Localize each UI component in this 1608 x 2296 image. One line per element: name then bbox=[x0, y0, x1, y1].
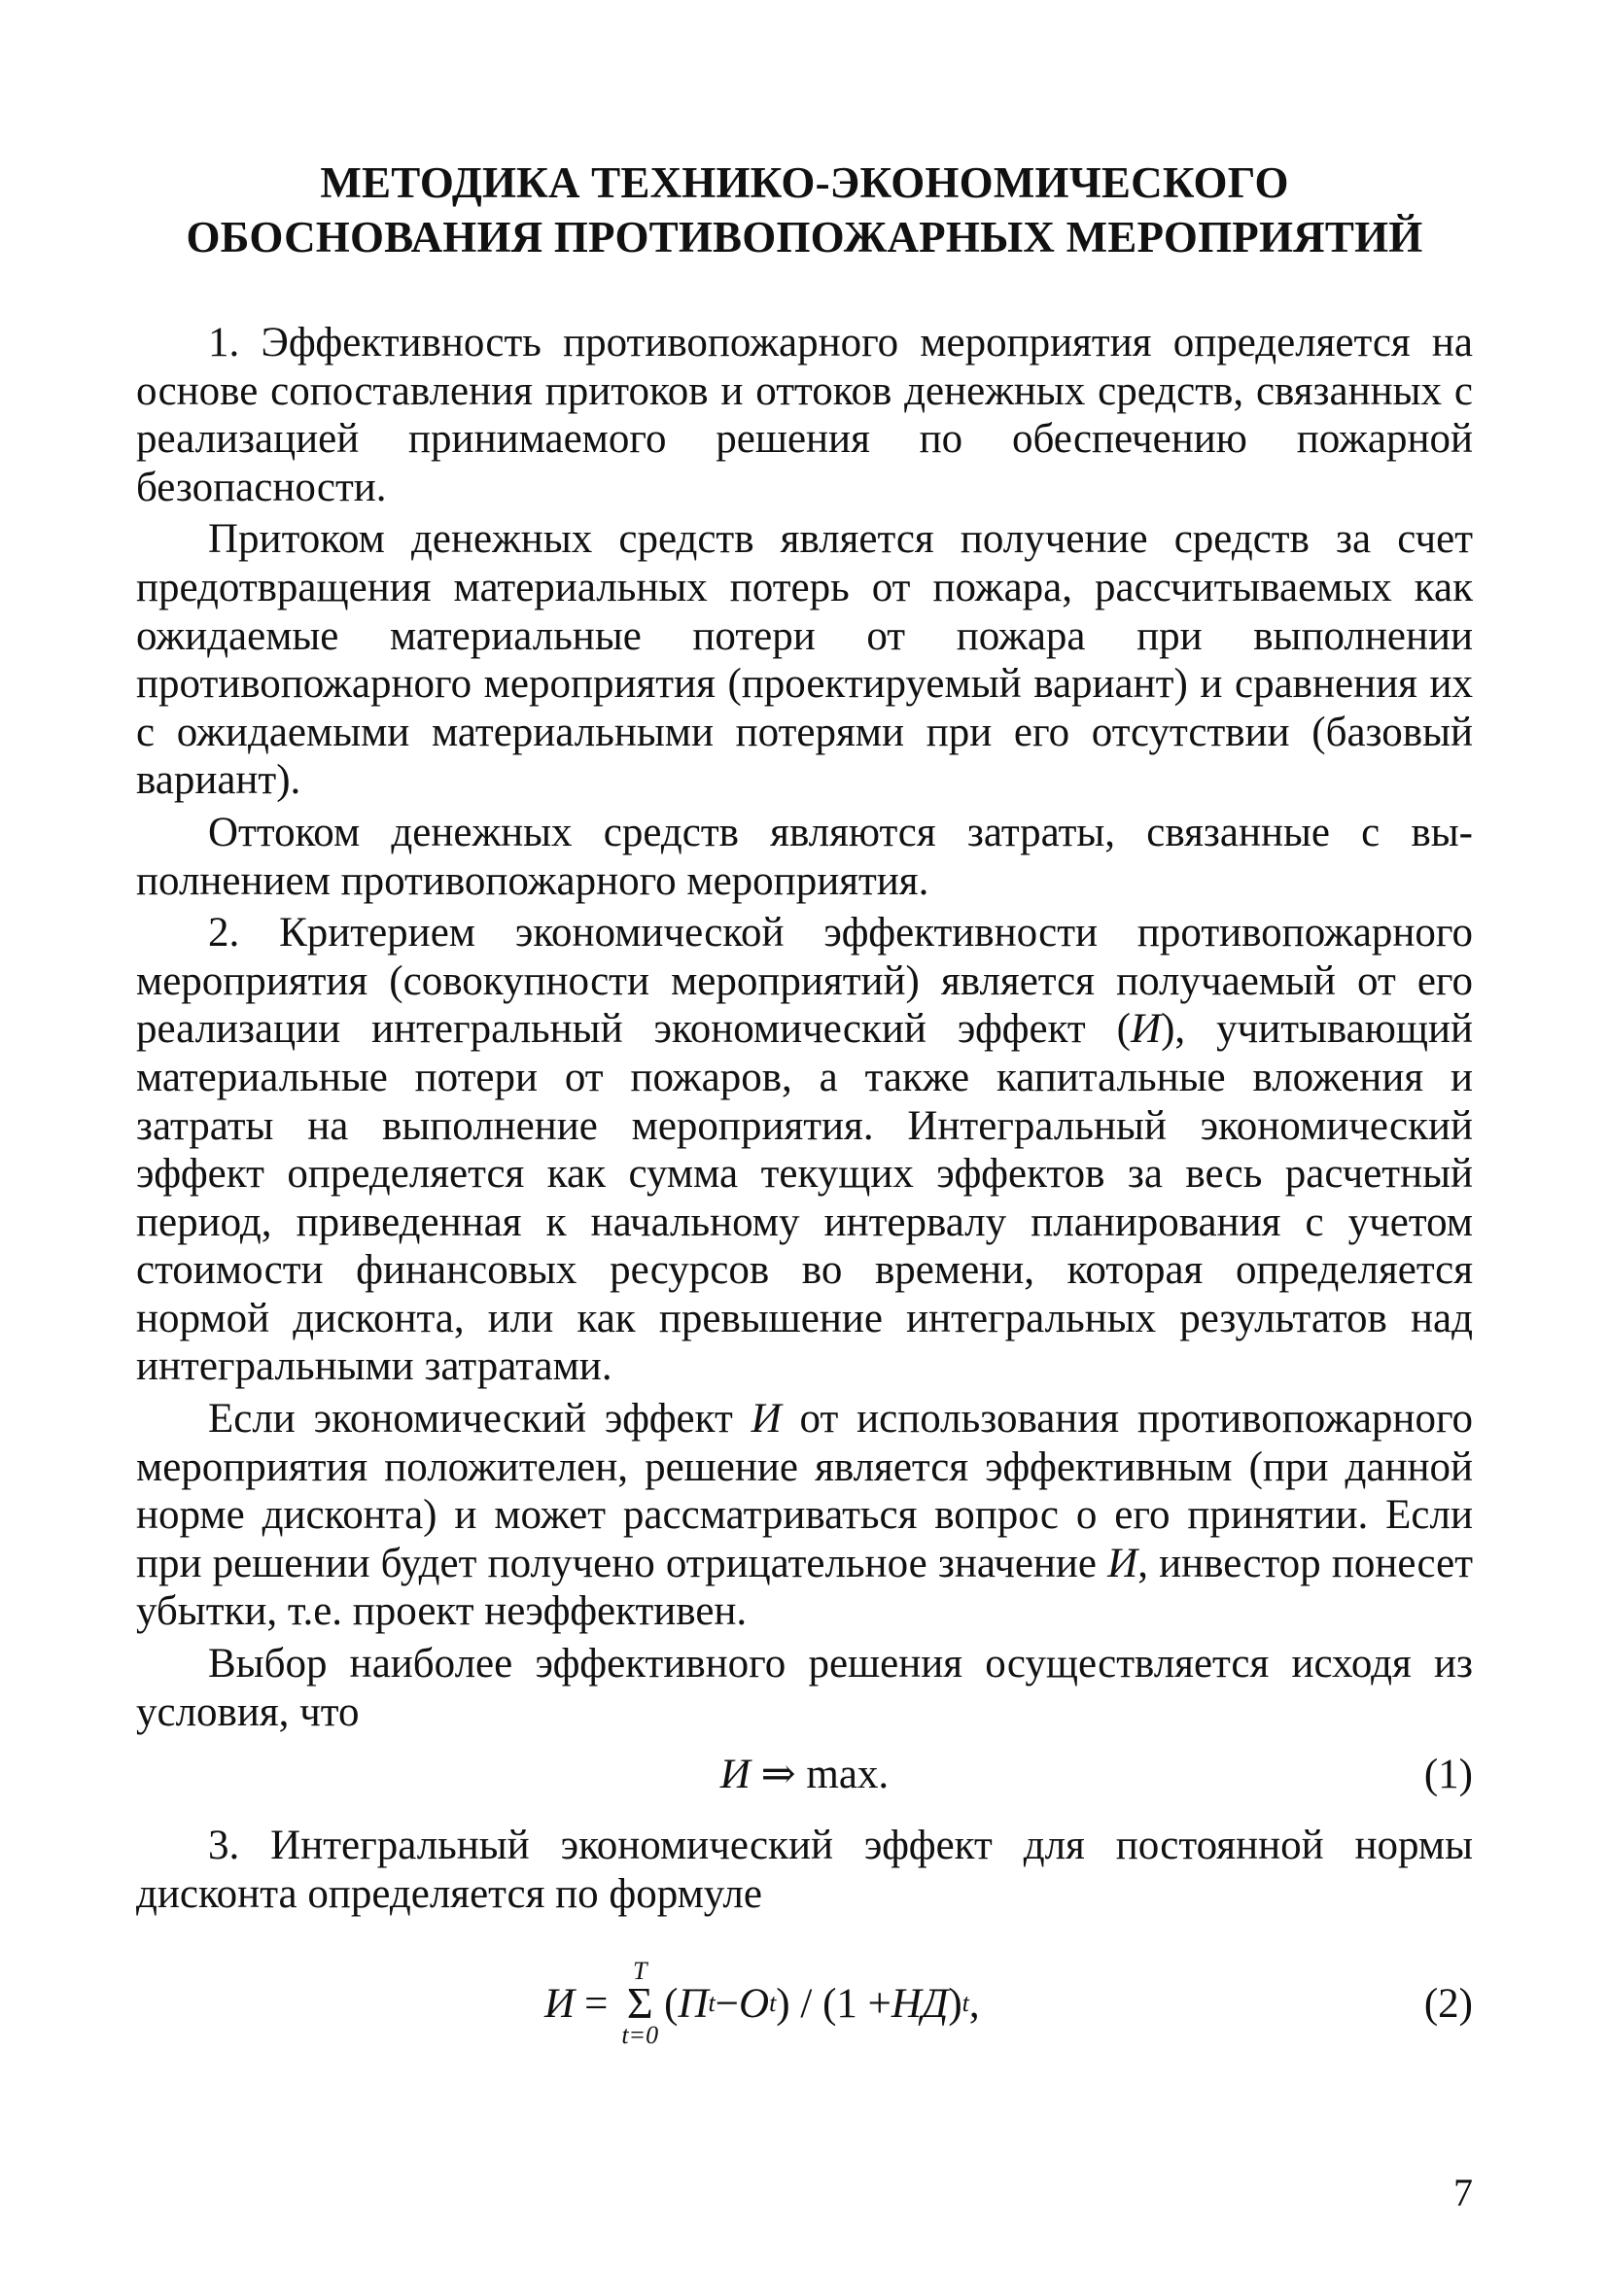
title-line-1: МЕТОДИКА ТЕХНИКО-ЭКОНОМИЧЕСКОГО bbox=[320, 158, 1289, 207]
var-O: О bbox=[739, 1980, 770, 2027]
paragraph-3: Оттоком денежных средств являются затраты, связанные с выполнением противопожарного мероприятия. bbox=[136, 809, 1473, 904]
paragraph-5-text-b: от использования противопожарного мероприятия положителен, решение является эффективным (при данной норме дисконта) и может рассматриваться вопрос о его принятии. Если при решении будет получено отрицательное значение bbox=[136, 1396, 1474, 1586]
equals-sign: = bbox=[584, 1980, 609, 2027]
paragraph-4-text-b: ), учитывающий материальные потери от пожаров, а также капитальные вложения и затраты на выполнение мероприятия. Интегральный экономический эффект определяется как сумма текущих эффектов за весь расчетный период, приведенная к начальному интервалу планирования с учетом стоимости финансовых ресурсов во времени, которая определяется нормой дисконта, или как превышение интегральных результатов над интегральными затратами. bbox=[136, 1006, 1473, 1390]
variable-I: И bbox=[1131, 1006, 1162, 1053]
formula-2-number: (2) bbox=[1423, 1981, 1473, 2028]
open-paren: ( bbox=[664, 1980, 679, 2027]
paragraph-7: 3. Интегральный экономический эффект для постоянной нормы дисконта определяется по формуле bbox=[136, 1823, 1473, 1917]
divide-part: ) / (1 + bbox=[776, 1980, 891, 2027]
paragraph-5-text-c: , инвестор понесет убытки, т.е. проект неэффективен. bbox=[136, 1540, 1473, 1635]
variable-I: И bbox=[751, 1396, 782, 1443]
summation-lower-limit: t=0 bbox=[621, 2021, 659, 2050]
implies-symbol: ⇒ bbox=[760, 1752, 796, 1798]
paragraph-5 bbox=[136, 1395, 1473, 1636]
formula-2-expression bbox=[544, 1945, 980, 2062]
formula-1-lhs: И bbox=[719, 1752, 751, 1798]
subscript-t: t bbox=[769, 1989, 777, 2018]
summation bbox=[621, 1959, 658, 2048]
formula-1-number: (1) bbox=[1423, 1752, 1473, 1798]
subscript-t: t bbox=[708, 1989, 716, 2018]
paragraph-4 bbox=[136, 909, 1473, 1391]
variable-I: И bbox=[1107, 1540, 1138, 1586]
var-ND: НД bbox=[891, 1980, 949, 2027]
summation-upper-limit: T bbox=[632, 1957, 647, 1986]
paragraph-2: Притоком денежных средств является получение средств за счет предотвращения материальных потерь от пожара, рассчитываемых как ожидаемые материальные потери от пожара при выполнении противопожарного мероприятия (проектируемый вариант) и сравнения их с ожидаемыми материальными потерями при его отсутствии (базовый вариант). bbox=[136, 516, 1473, 804]
formula-1-expression bbox=[136, 1742, 1473, 1808]
minus-sign: − bbox=[715, 1980, 739, 2027]
paragraph-6: Выбор наиболее эффективного решения осуществляется исходя из условия, что bbox=[136, 1641, 1473, 1735]
title-line-2: ОБОСНОВАНИЯ ПРОТИВОПОЖАРНЫХ МЕРОПРИЯТИЙ bbox=[186, 213, 1423, 261]
formula-1-rhs: max. bbox=[806, 1752, 890, 1798]
formula-2-lhs: И bbox=[544, 1980, 576, 2027]
page-title bbox=[136, 156, 1473, 264]
paragraph-4-text-a: 2. Критерием экономической эффективности противопожарного мероприятия (совокупности мероприятий) является получаемый от его реализации интегральный экономический эффект ( bbox=[136, 910, 1473, 1053]
exponent-t: t bbox=[961, 1989, 969, 2018]
sigma-symbol: Σ bbox=[626, 1978, 653, 2029]
formula-2 bbox=[136, 1935, 1473, 2071]
paragraph-1: 1. Эффективность противопожарного мероприятия определяется на основе сопоставления притоков и оттоков денежных средств, связанных с реализацией принимаемого решения по обеспечению пожарной безопасности. bbox=[136, 320, 1473, 510]
document-page bbox=[136, 156, 1473, 2071]
paragraph-5-text-a: Если экономический эффект bbox=[208, 1396, 752, 1443]
page-number: 7 bbox=[1453, 2171, 1473, 2214]
var-P: П bbox=[678, 1980, 709, 2027]
comma: , bbox=[968, 1980, 980, 2027]
formula-1 bbox=[136, 1742, 1473, 1808]
close-paren: ) bbox=[948, 1980, 962, 2027]
